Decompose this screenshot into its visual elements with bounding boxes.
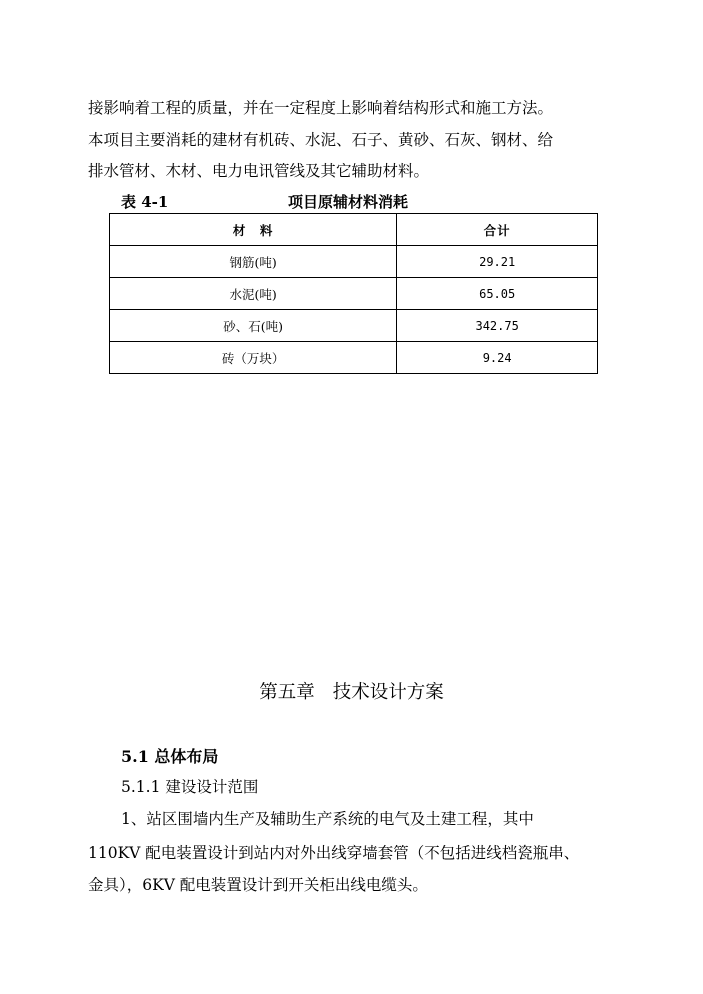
chapter-number: 第五章 [259, 682, 315, 703]
chapter-title: 技术设计方案 [332, 682, 444, 703]
section-paragraph-line-2: 110KV 配电装置设计到站内对外出线穿墙套管（不包括进线档瓷瓶串、 [88, 844, 580, 862]
table-row [110, 278, 598, 310]
chapter-heading [0, 678, 703, 704]
table-row [110, 342, 598, 374]
intro-line-3: 排水管材、木材、电力电讯管线及其它辅助材料。 [88, 162, 430, 180]
header-material: 材 料 [110, 214, 397, 246]
table-number: 表 4-1 [121, 193, 169, 211]
section-heading: 5.1 总体布局 [121, 747, 219, 766]
intro-line-1: 接影响着工程的质量，并在一定程度上影响着结构形式和施工方法。 [88, 99, 554, 117]
material-cell: 水泥(吨) [110, 278, 397, 310]
header-total: 合计 [397, 214, 598, 246]
table-row [110, 310, 598, 342]
subsection-heading: 5.1.1 建设设计范围 [121, 778, 259, 796]
material-cell: 砂、石(吨) [110, 310, 397, 342]
materials-table [109, 213, 598, 374]
material-cell: 钢筋(吨) [110, 246, 397, 278]
material-cell: 砖（万块） [110, 342, 397, 374]
total-cell: 342.75 [397, 310, 598, 342]
section-paragraph-line-1: 1、站区围墙内生产及辅助生产系统的电气及土建工程，其中 [121, 810, 534, 828]
table-header-row [110, 214, 598, 246]
table-row [110, 246, 598, 278]
total-cell: 65.05 [397, 278, 598, 310]
table-title: 项目原辅材料消耗 [288, 193, 409, 211]
section-paragraph-line-3: 金具），6KV 配电装置设计到开关柜出线电缆头。 [88, 876, 428, 894]
total-cell: 9.24 [397, 342, 598, 374]
intro-line-2: 本项目主要消耗的建材有机砖、水泥、石子、黄砂、石灰、钢材、给 [88, 131, 554, 149]
total-cell: 29.21 [397, 246, 598, 278]
